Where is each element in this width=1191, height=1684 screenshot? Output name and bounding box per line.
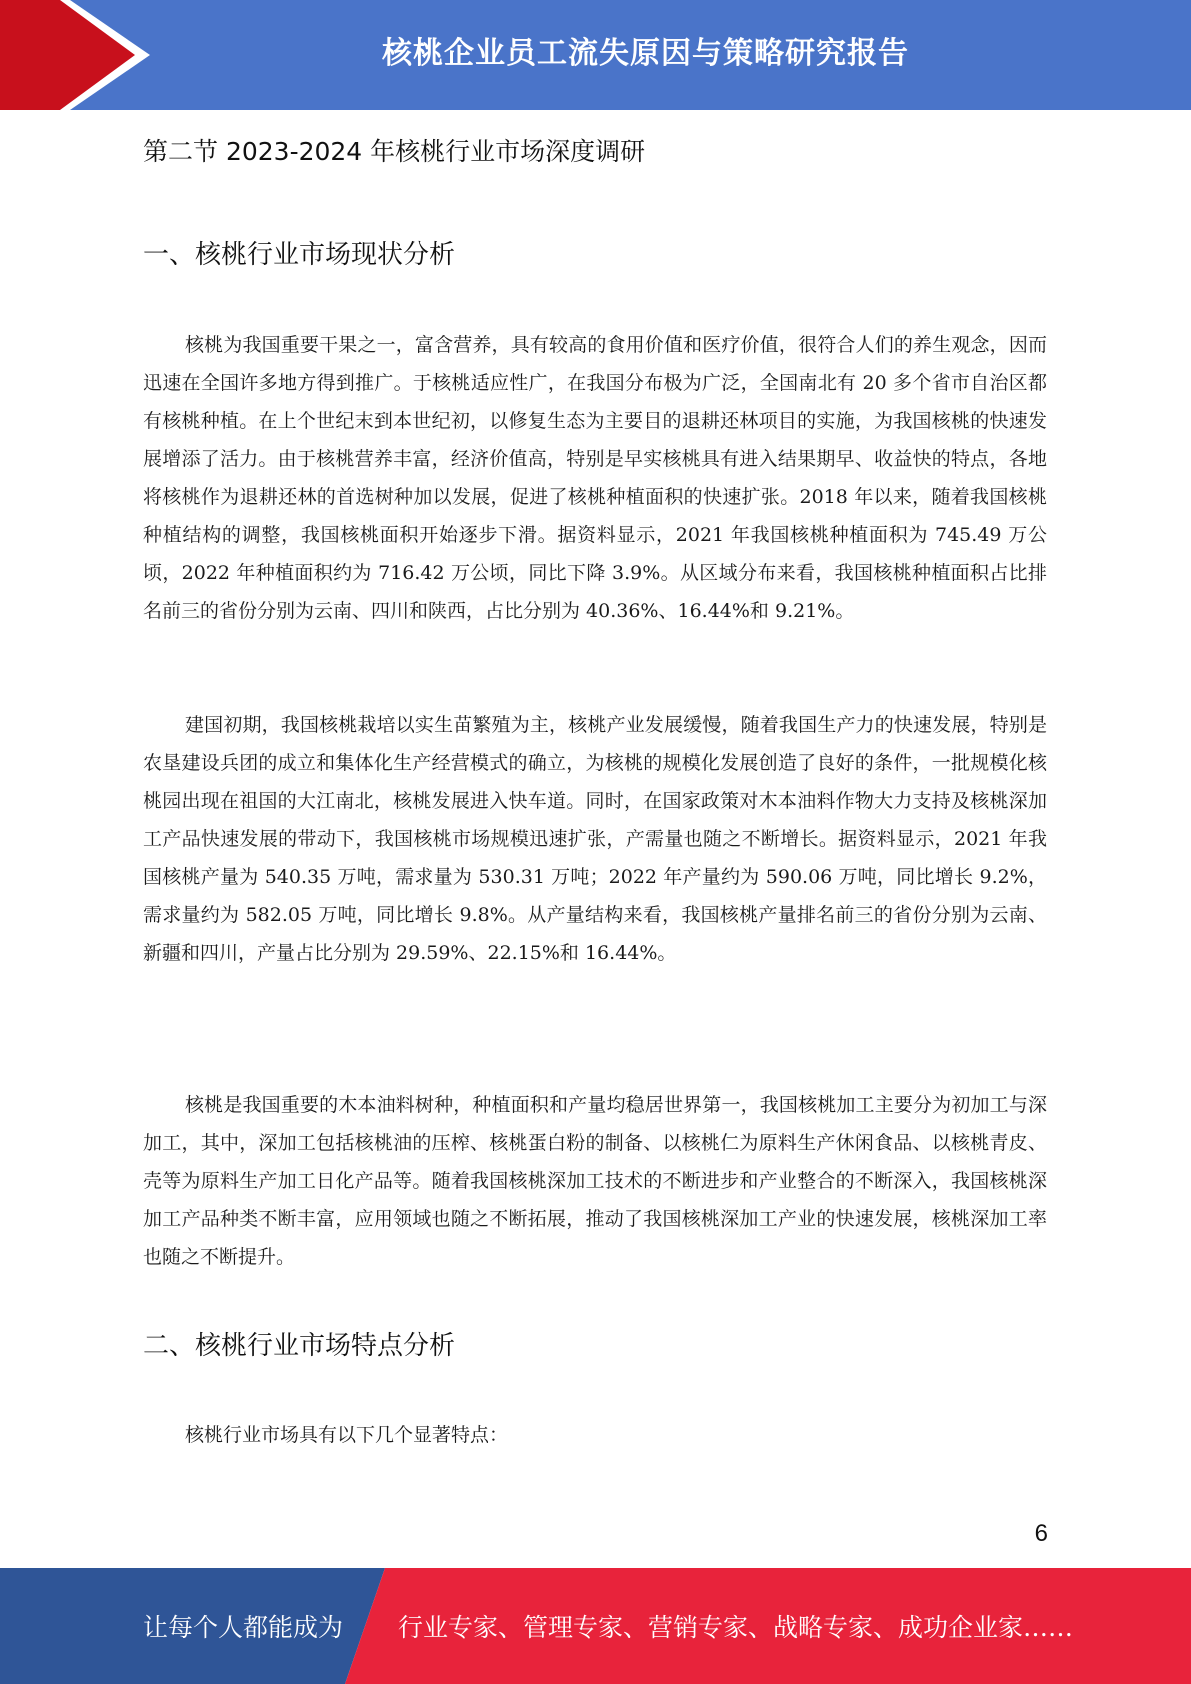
subheading-market-status: 一、核桃行业市场现状分析	[143, 240, 456, 270]
footer-slogan-left: 让每个人都能成为	[143, 1613, 344, 1642]
section-title: 第二节 2023-2024 年核桃行业市场深度调研	[143, 137, 646, 166]
paragraph-features-intro: 核桃行业市场具有以下几个显著特点：	[185, 1424, 509, 1446]
page-header	[0, 0, 1191, 110]
header-arrow-decoration	[0, 0, 160, 110]
report-title: 核桃企业员工流失原因与策略研究报告	[382, 36, 909, 71]
subheading-market-features: 二、核桃行业市场特点分析	[143, 1331, 456, 1361]
paragraph-planting-area: 核桃为我国重要干果之一，富含营养，具有较高的食用价值和医疗价值，很符合人们的养生观念，因而迅速在全国许多地方得到推广。于核桃适应性广，在我国分布极为广泛，全国南北有 20 多个省市自治区都有核桃种植。在上个世纪末到本世纪初，以修复生态为主要目的退耕还林项目的实施，为我国核桃的快速发展增添了活力。由于核桃营养丰富，经济价值高，特别是早实核桃具有进入结果期早、收益快的特点，各地将核桃作为退耕还林的首选树种加以发展，促进了核桃种植面积的快速扩张。2018 年以来，随着我国核桃种植结构的调整，我国核桃面积开始逐步下滑。据资料显示，2021 年我国核桃种植面积为 745.49 万公顷，2022 年种植面积约为 716.42 万公顷，同比下降 3.9%。从区域分布来看，我国核桃种植面积占比排名前三的省份分别为云南、四川和陕西，占比分别为 40.36%、16.44%和 9.21%。	[143, 334, 1047, 622]
footer-slogan-right: 行业专家、管理专家、营销专家、战略专家、成功企业家……	[398, 1613, 1074, 1642]
page-footer	[0, 1568, 1191, 1684]
page-number: 6	[1034, 1520, 1048, 1547]
paragraph-deep-processing: 核桃是我国重要的木本油料树种，种植面积和产量均稳居世界第一，我国核桃加工主要分为初加工与深加工，其中，深加工包括核桃油的压榨、核桃蛋白粉的制备、以核桃仁为原料生产休闲食品、以核桃青皮、壳等为原料生产加工日化产品等。随着我国核桃深加工技术的不断进步和产业整合的不断深入，我国核桃深加工产品种类不断丰富，应用领域也随之不断拓展，推动了我国核桃深加工产业的快速发展，核桃深加工率也随之不断提升。	[143, 1094, 1047, 1268]
paragraph-production: 建国初期，我国核桃栽培以实生苗繁殖为主，核桃产业发展缓慢，随着我国生产力的快速发展，特别是农垦建设兵团的成立和集体化生产经营模式的确立，为核桃的规模化发展创造了良好的条件，一批规模化核桃园出现在祖国的大江南北，核桃发展进入快车道。同时，在国家政策对木本油料作物大力支持及核桃深加工产品快速发展的带动下，我国核桃市场规模迅速扩张，产需量也随之不断增长。据资料显示，2021 年我国核桃产量为 540.35 万吨，需求量为 530.31 万吨；2022 年产量约为 590.06 万吨，同比增长 9.2%，需求量约为 582.05 万吨，同比增长 9.8%。从产量结构来看，我国核桃产量排名前三的省份分别为云南、新疆和四川，产量占比分别为 29.59%、22.15%和 16.44%。	[143, 714, 1047, 964]
